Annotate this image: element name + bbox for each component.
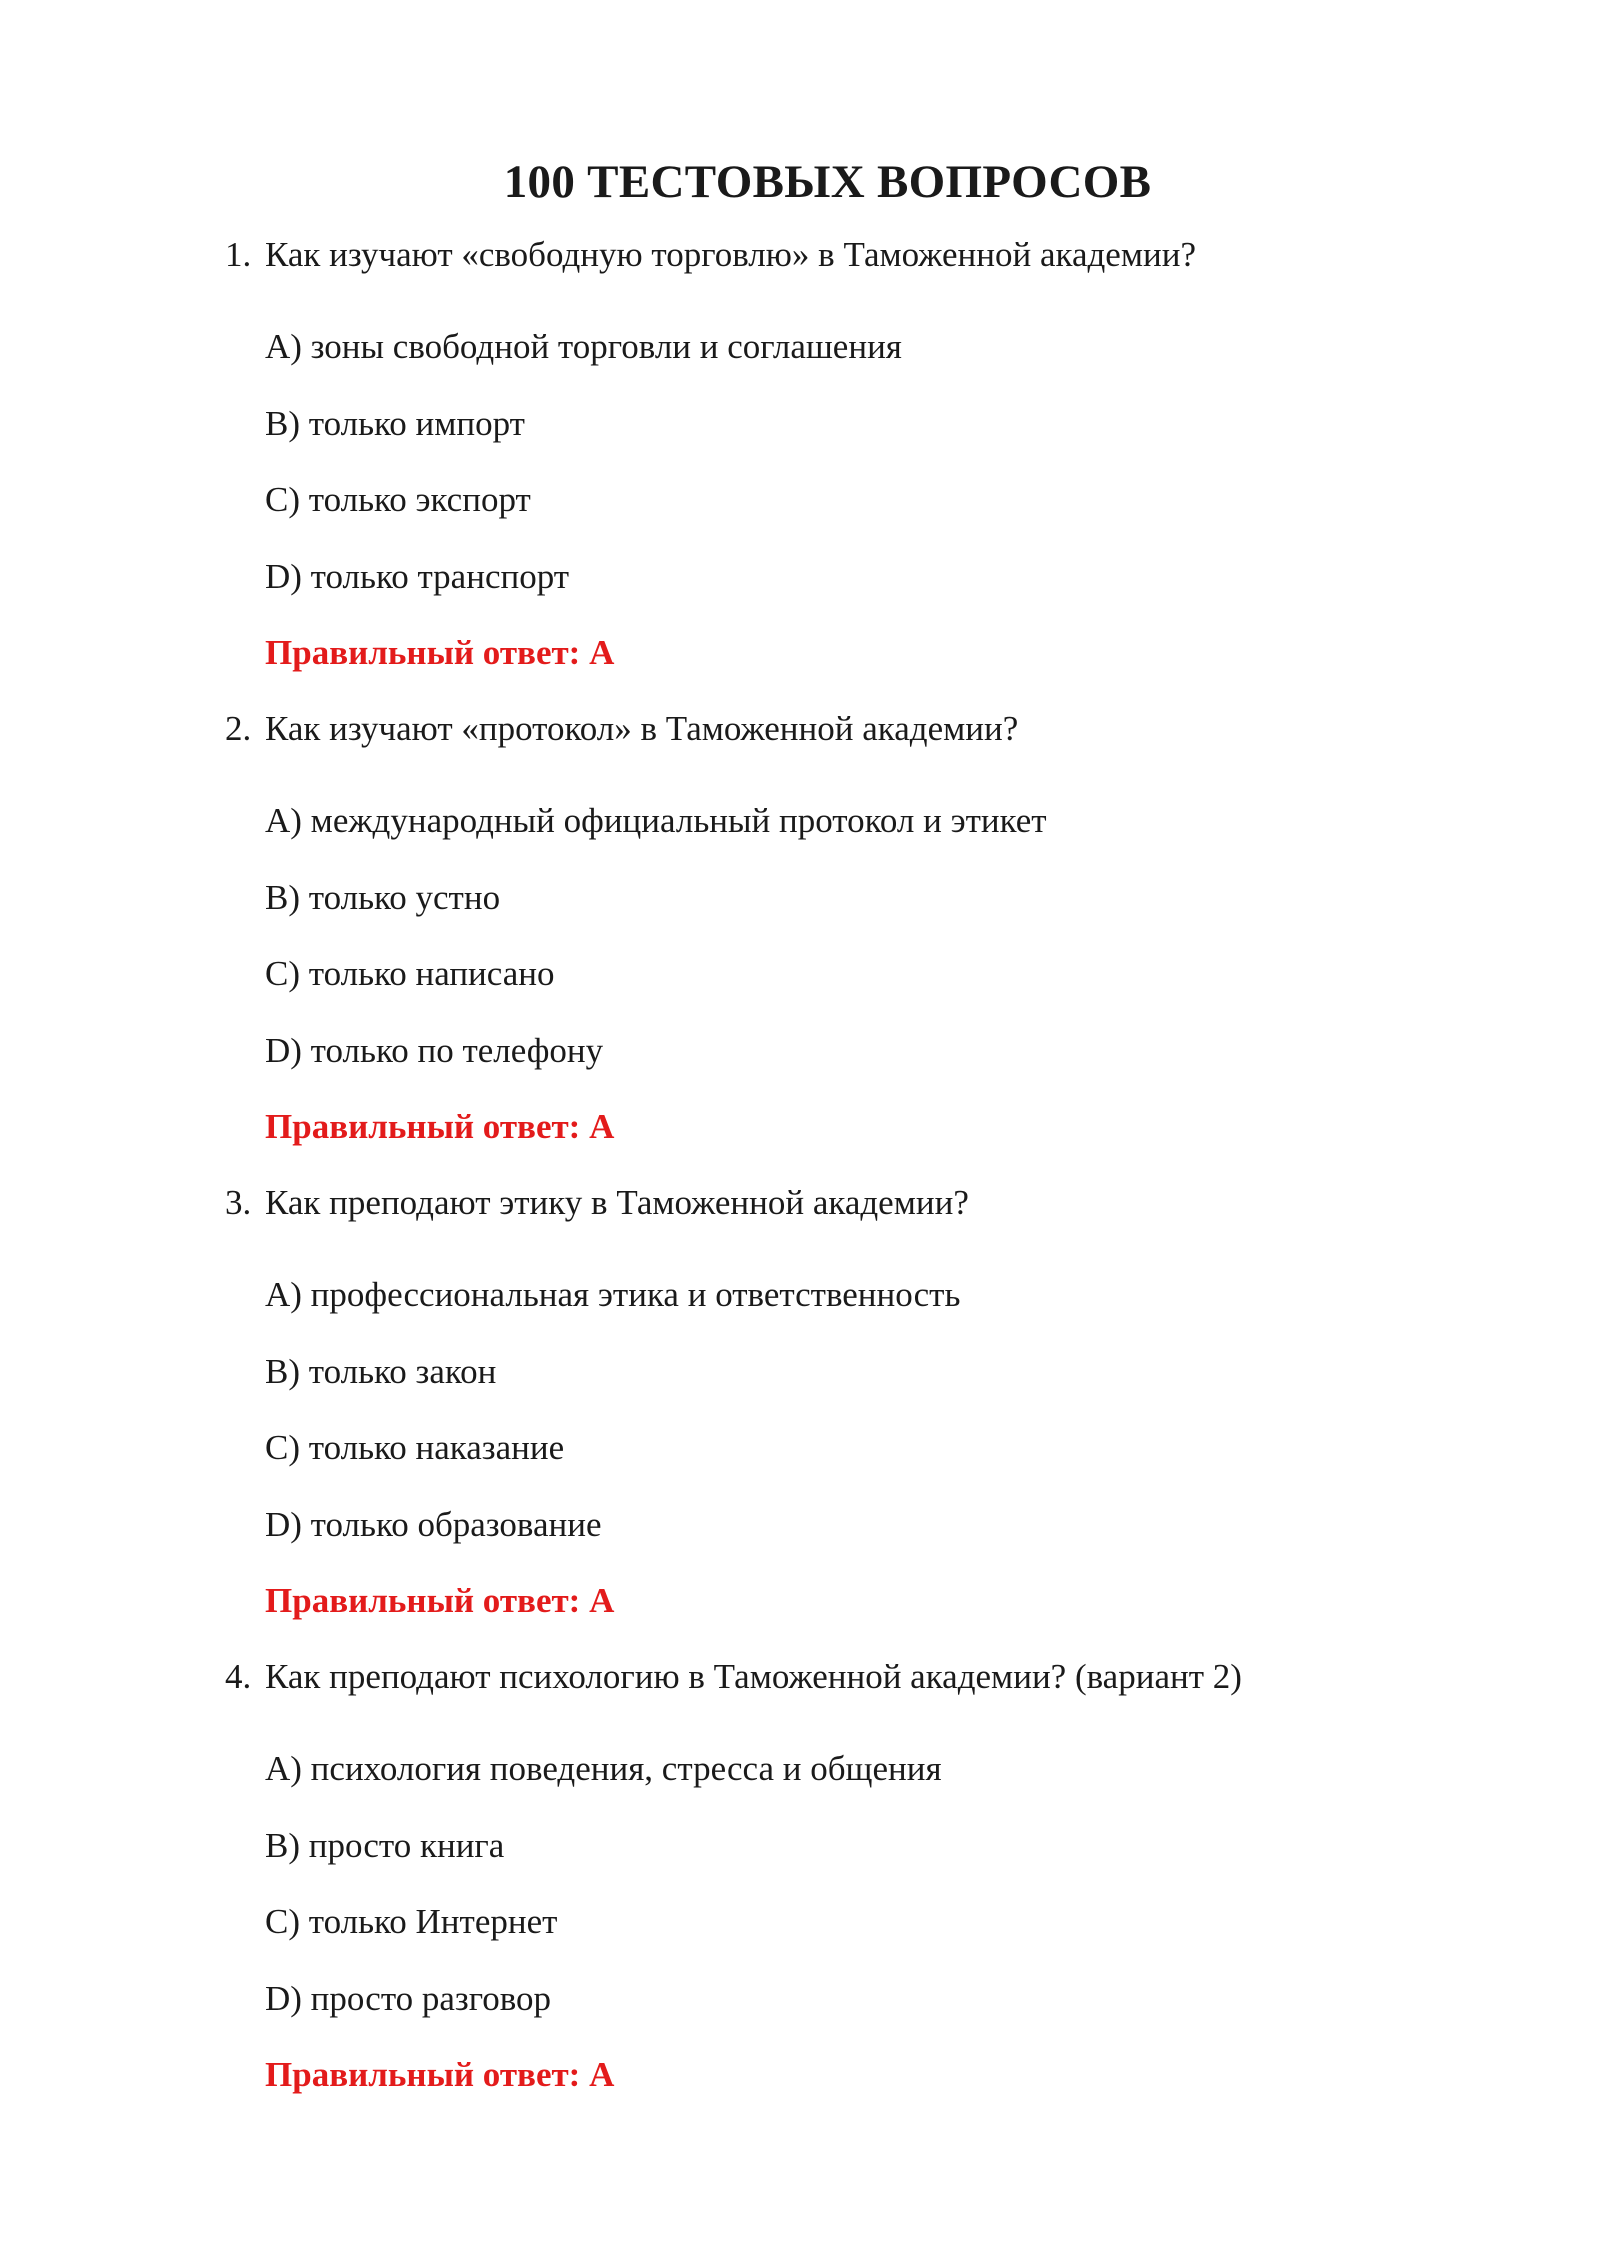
option-c: C) только наказание (265, 1428, 565, 1467)
question-number: 2. (225, 709, 252, 748)
option-c: C) только экспорт (265, 480, 531, 519)
question-number: 4. (225, 1657, 252, 1696)
question-block-4 (0, 1652, 1600, 2100)
question-block-2 (0, 704, 1600, 1152)
option-a: A) профессиональная этика и ответственность (265, 1275, 961, 1314)
question-block-1 (0, 230, 1600, 678)
question-text (0, 1652, 1600, 1702)
option-a: A) зоны свободной торговли и соглашения (265, 327, 902, 366)
question-body: Как изучают «свободную торговлю» в Таможенной академии? (265, 235, 1196, 274)
option-a: A) психология поведения, стресса и общения (265, 1749, 942, 1788)
question-text (0, 1178, 1600, 1228)
option-b: B) только импорт (265, 403, 525, 443)
question-text (0, 704, 1600, 754)
option-d: D) только транспорт (265, 556, 570, 596)
option-c: C) только Интернет (265, 1902, 558, 1941)
question-text (0, 230, 1600, 280)
option-d: D) только образование (265, 1504, 602, 1544)
question-body: Как преподают этику в Таможенной академии? (265, 1183, 969, 1222)
question-body: Как изучают «протокол» в Таможенной академии? (265, 709, 1019, 748)
correct-answer: Правильный ответ: A (265, 1107, 615, 1146)
question-body: Как преподают психологию в Таможенной академии? (вариант 2) (265, 1657, 1242, 1696)
option-b: B) просто книга (265, 1825, 505, 1865)
option-a: A) международный официальный протокол и этикет (265, 801, 1047, 840)
option-c: C) только написано (265, 954, 555, 993)
option-d: D) просто разговор (265, 1978, 552, 2018)
question-block-3 (0, 1178, 1600, 1626)
correct-answer: Правильный ответ: A (265, 2055, 615, 2094)
correct-answer: Правильный ответ: A (265, 633, 615, 672)
option-b: B) только закон (265, 1351, 497, 1391)
option-d: D) только по телефону (265, 1030, 604, 1070)
option-b: B) только устно (265, 877, 501, 917)
document-title: 100 ТЕСТОВЫХ ВОПРОСОВ (503, 156, 1152, 208)
question-number: 1. (225, 235, 252, 274)
question-number: 3. (225, 1183, 252, 1222)
correct-answer: Правильный ответ: A (265, 1581, 615, 1620)
